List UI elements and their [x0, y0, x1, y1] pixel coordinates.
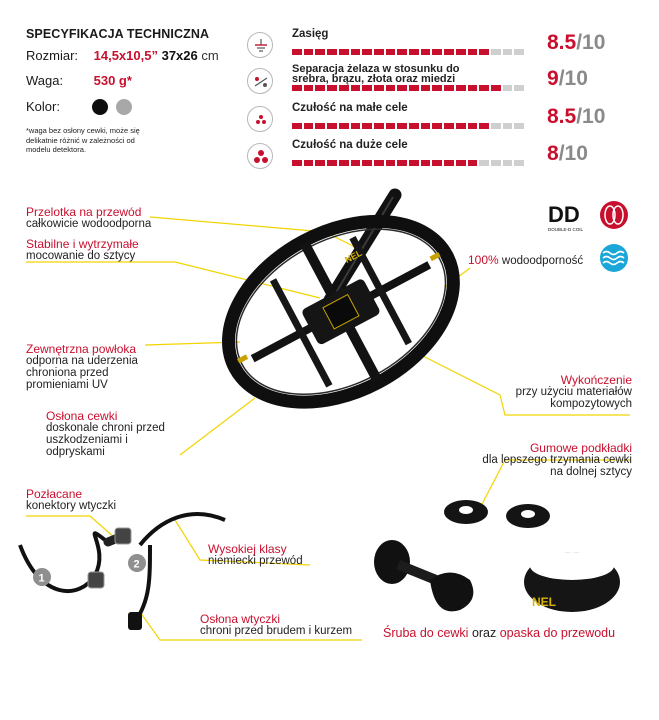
callout-title: Zewnętrzna powłoka [26, 342, 137, 356]
callout-desc: odporna na uderzenia chroniona przed promieniami UV [26, 355, 138, 391]
rating-value: 8 [547, 142, 559, 165]
callout-mid: oraz [468, 626, 500, 640]
callout-desc: mocowanie do sztycy [26, 250, 136, 262]
callout-title: Wykończenie [560, 373, 632, 387]
spec-color-label: Kolor: [26, 99, 60, 114]
callout-powloka [26, 343, 151, 391]
callout-title: Pozłacane [26, 487, 83, 501]
spec-size-label: Rozmiar: [26, 48, 79, 63]
spec-size-cm: 37x26 [161, 48, 198, 63]
dd-coil-badge [548, 201, 628, 232]
cable-strap [524, 552, 620, 612]
spec-size-unit: cm [201, 48, 219, 63]
callout-desc: przy użyciu materiałów kompozytowych [515, 386, 632, 410]
search-coil [197, 185, 484, 439]
callout-stabilne [26, 238, 226, 262]
callout-podkladki [478, 442, 632, 478]
callout-title: Gumowe podkładki [529, 441, 632, 455]
step-1-number: 1 [38, 572, 45, 585]
rating-value: 9 [547, 67, 559, 90]
callout-wykonczenie [500, 374, 632, 410]
spec-title: SPECYFIKACJA TECHNICZNA [26, 27, 210, 41]
callout-title: Osłona cewki [46, 409, 118, 423]
callout-title: Śruba do cewki [383, 626, 469, 640]
rating-scale: /10 [576, 31, 606, 54]
spec-weight-label: Waga: [26, 73, 64, 88]
strap-brand-text: NEL [532, 595, 556, 609]
callout-desc: chroni przed brudem i kurzem [200, 625, 353, 637]
callout-title: Stabilne i wytrzymałe [26, 237, 139, 251]
callout-przewod [208, 543, 328, 567]
rating-scale: /10 [558, 67, 588, 90]
coil-brand-text: NEL [343, 247, 364, 266]
callout-desc: dla lepszego trzymania cewki na dolnej sztycy [482, 454, 632, 478]
callout-zlacza [26, 488, 146, 512]
callout-sruba [383, 627, 643, 639]
dd-subtext: DOUBLE-D COIL [548, 227, 584, 232]
cable-illustration [20, 514, 225, 630]
callout-oslona-cewki [46, 410, 181, 458]
callout-title: Osłona wtyczki [200, 612, 281, 626]
dd-coil-icon [600, 201, 628, 229]
callout-title: 100% [468, 253, 499, 267]
dd-text: DD [548, 202, 580, 227]
rating-scale: /10 [576, 105, 606, 128]
spec-size-inches: 14,5x10,5” [93, 48, 158, 63]
spec-weight-value: 530 g* [93, 73, 132, 88]
rating-value: 8.5 [547, 105, 577, 128]
callout-desc: konektory wtyczki [26, 500, 117, 512]
rating-scale: /10 [558, 142, 588, 165]
callout-title: Wysokiej klasy [208, 542, 287, 556]
callout-title-2: opaska do przewodu [499, 626, 616, 640]
callout-desc: doskonale chroni przed uszkodzeniami i odpryskami [46, 422, 165, 458]
callout-wtyczka [200, 613, 375, 637]
callout-wodoodpornosc [468, 254, 598, 267]
waterproof-icon [600, 244, 628, 272]
rubber-washers [444, 500, 550, 528]
callout-desc: niemiecki przewód [208, 555, 303, 567]
rating-label: Zasięg [292, 28, 329, 40]
weight-footnote: *waga bez osłony cewki, może się delikatnie różnić w zależności od modelu detektora. [26, 126, 140, 154]
rating-label: Czułość na małe cele [292, 102, 408, 114]
callout-desc: wodoodporność [498, 255, 584, 267]
rating-value: 8.5 [547, 31, 577, 54]
callout-title: Przelotka na przewód [26, 205, 142, 219]
rating-label: Separacja żelaza w stosunku do srebra, brązu, złota oraz miedzi [292, 63, 460, 85]
callout-przelotka [26, 206, 226, 230]
callout-desc: całkowicie wodoodporna [26, 218, 152, 230]
rating-label: Czułość na duże cele [292, 139, 408, 151]
step-2-number: 2 [133, 558, 140, 571]
coil-bolt [374, 540, 473, 611]
